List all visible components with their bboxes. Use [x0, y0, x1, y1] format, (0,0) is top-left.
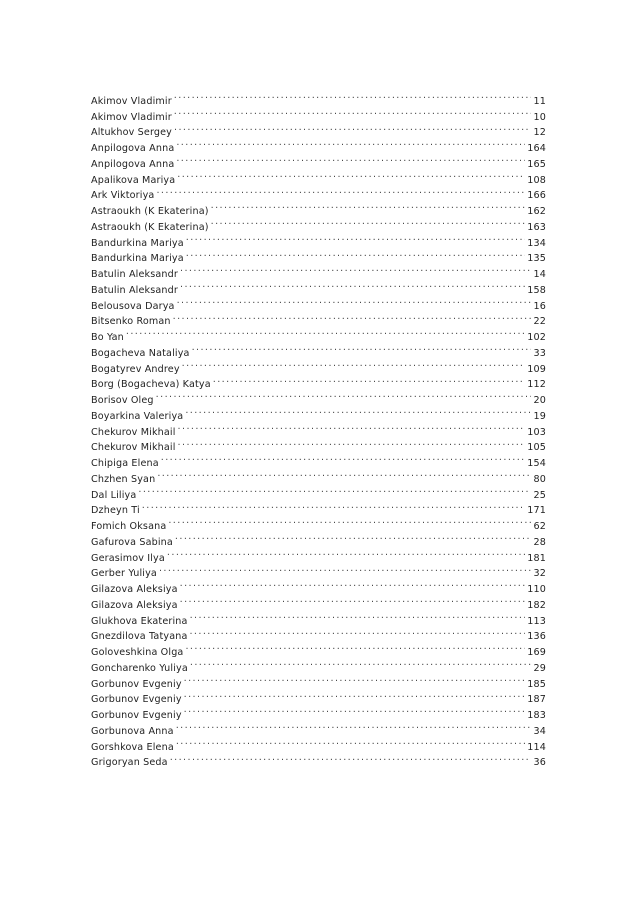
- index-entry: [91, 403, 546, 422]
- index-entry: [91, 513, 546, 532]
- dot-leader: [211, 214, 526, 230]
- entry-page-number: 185: [527, 678, 546, 690]
- entry-page-number: 113: [527, 615, 546, 627]
- entry-page-number: 103: [527, 426, 546, 438]
- entry-name: Altukhov Sergey: [91, 127, 172, 139]
- entry-page-number: 134: [527, 237, 546, 249]
- entry-page-number: 187: [527, 694, 546, 706]
- entry-page-number: 163: [527, 221, 546, 233]
- entry-page-number: 102: [527, 332, 546, 343]
- entry-name: Gerasimov Ilya: [91, 552, 165, 564]
- entry-name: Goloveshkina Olga: [91, 647, 184, 658]
- index-entry: [91, 498, 546, 517]
- dot-leader: [180, 277, 525, 293]
- dot-leader: [157, 466, 531, 482]
- index-entry: [91, 576, 546, 595]
- dot-leader: [177, 167, 525, 183]
- entry-page-number: 14: [533, 269, 546, 280]
- dot-leader: [211, 198, 526, 214]
- index-entry: [91, 387, 546, 406]
- entry-name: Gerber Yuliya: [91, 568, 157, 580]
- entry-name: Bogatyrev Andrey: [91, 363, 180, 375]
- entry-page-number: 19: [533, 410, 546, 422]
- entry-page-number: 62: [533, 521, 546, 532]
- entry-page-number: 169: [527, 647, 546, 658]
- entry-name: Chekurov Mikhail: [91, 426, 176, 438]
- entry-name: Dzheyn Ti: [91, 505, 140, 517]
- dot-leader: [176, 734, 525, 750]
- entry-name: Gorbunov Evgeniy: [91, 694, 182, 706]
- entry-name: Boyarkina Valeriya: [91, 410, 184, 422]
- entry-page-number: 80: [533, 473, 546, 485]
- entry-page-number: 33: [533, 347, 546, 359]
- dot-leader: [177, 293, 532, 309]
- entry-name: Gorbunov Evgeniy: [91, 710, 182, 721]
- entry-name: Batulin Aleksandr: [91, 269, 178, 280]
- entry-name: Glukhova Ekaterina: [91, 615, 188, 627]
- entry-page-number: 36: [533, 757, 546, 769]
- entry-page-number: 22: [533, 316, 546, 328]
- dot-leader: [170, 750, 532, 766]
- dot-leader: [178, 419, 526, 435]
- dot-leader: [184, 687, 526, 703]
- dot-leader: [189, 624, 525, 640]
- index-entry: [91, 198, 546, 217]
- entry-page-number: 25: [533, 489, 546, 501]
- entry-name: Bandurkina Mariya: [91, 253, 184, 265]
- dot-leader: [185, 639, 525, 655]
- entry-name: Bitsenko Roman: [91, 316, 171, 328]
- entry-page-number: 32: [533, 568, 546, 580]
- entry-name: Bo Yan: [91, 332, 124, 343]
- entry-name: Chzhen Syan: [91, 473, 156, 485]
- entry-page-number: 109: [527, 363, 546, 375]
- dot-leader: [156, 387, 532, 403]
- dot-leader: [186, 230, 525, 246]
- dot-leader: [176, 151, 525, 167]
- dot-leader: [176, 718, 532, 734]
- entry-page-number: 16: [533, 300, 546, 312]
- entry-name: Borisov Oleg: [91, 395, 154, 406]
- entry-page-number: 108: [527, 174, 546, 186]
- dot-leader: [168, 513, 531, 529]
- entry-page-number: 114: [527, 741, 546, 753]
- index-entry: [91, 466, 546, 485]
- entry-name: Ark Viktoriya: [91, 190, 155, 202]
- entry-page-number: 158: [527, 284, 546, 296]
- dot-leader: [180, 576, 526, 592]
- dot-leader: [190, 608, 526, 624]
- entry-name: Chipiga Elena: [91, 458, 159, 469]
- entry-name: Bogacheva Nataliya: [91, 347, 190, 359]
- entry-name: Akimov Vladimir: [91, 95, 172, 107]
- entry-name: Fomich Oksana: [91, 521, 167, 532]
- entry-name: Borg (Bogacheva) Katya: [91, 379, 211, 391]
- index-entry: [91, 482, 546, 501]
- entry-page-number: 10: [533, 111, 546, 123]
- dot-leader: [178, 435, 526, 451]
- dot-leader: [167, 545, 525, 561]
- dot-leader: [184, 671, 526, 687]
- dot-leader: [173, 309, 532, 325]
- entry-page-number: 11: [533, 95, 546, 107]
- entry-name: Akimov Vladimir: [91, 111, 172, 123]
- dot-leader: [186, 246, 525, 262]
- entry-name: Gafurova Sabina: [91, 536, 173, 548]
- entry-name: Gilazova Aleksiya: [91, 599, 178, 611]
- dot-leader: [175, 529, 532, 545]
- entry-name: Gnezdilova Tatyana: [91, 631, 188, 643]
- entry-name: Gorbunova Anna: [91, 725, 174, 737]
- entry-page-number: 183: [527, 710, 546, 721]
- dot-leader: [192, 340, 532, 356]
- entry-page-number: 164: [527, 143, 546, 154]
- entry-page-number: 112: [527, 379, 546, 391]
- entry-page-number: 166: [527, 190, 546, 202]
- dot-leader: [190, 655, 532, 671]
- dot-leader: [176, 135, 525, 151]
- dot-leader: [142, 498, 525, 514]
- entry-page-number: 154: [527, 458, 546, 469]
- entry-page-number: 181: [527, 552, 546, 564]
- dot-leader: [185, 403, 531, 419]
- entry-page-number: 182: [527, 599, 546, 611]
- entry-name: Astraoukh (K Ekaterina): [91, 221, 209, 233]
- dot-leader: [159, 561, 532, 577]
- dot-leader: [126, 324, 525, 340]
- dot-leader: [138, 482, 531, 498]
- entry-name: Batulin Aleksandr: [91, 284, 178, 296]
- entry-page-number: 136: [527, 631, 546, 643]
- entry-page-number: 28: [533, 536, 546, 548]
- entry-page-number: 20: [533, 395, 546, 406]
- entry-name: Chekurov Mikhail: [91, 442, 176, 454]
- dot-leader: [213, 372, 525, 388]
- entry-name: Belousova Darya: [91, 300, 175, 312]
- entry-name: Dal Liliya: [91, 489, 137, 501]
- dot-leader: [184, 702, 526, 718]
- entry-page-number: 12: [533, 127, 546, 139]
- entry-page-number: 135: [527, 253, 546, 265]
- name-index-list: [91, 88, 546, 769]
- entry-name: Bandurkina Mariya: [91, 237, 184, 249]
- dot-leader: [156, 183, 525, 199]
- entry-name: Grigoryan Seda: [91, 757, 168, 769]
- entry-page-number: 110: [527, 584, 546, 595]
- entry-page-number: 29: [533, 662, 546, 674]
- index-entry: [91, 340, 546, 359]
- dot-leader: [182, 356, 526, 372]
- entry-page-number: 105: [527, 442, 546, 454]
- dot-leader: [174, 120, 531, 136]
- entry-name: Anpilogova Anna: [91, 158, 175, 170]
- dot-leader: [180, 592, 526, 608]
- entry-name: Gorbunov Evgeniy: [91, 678, 182, 690]
- index-entry: [91, 183, 546, 202]
- entry-page-number: 165: [527, 158, 546, 170]
- entry-name: Gorshkova Elena: [91, 741, 174, 753]
- entry-name: Anpilogova Anna: [91, 143, 175, 154]
- entry-page-number: 34: [533, 725, 546, 737]
- entry-name: Goncharenko Yuliya: [91, 662, 188, 674]
- entry-name: Astraoukh (K Ekaterina): [91, 206, 209, 217]
- entry-page-number: 162: [527, 206, 546, 217]
- index-entry: [91, 561, 546, 580]
- dot-leader: [161, 450, 525, 466]
- dot-leader: [174, 88, 532, 104]
- dot-leader: [174, 104, 532, 120]
- entry-name: Gilazova Aleksiya: [91, 584, 178, 595]
- entry-name: Apalikova Mariya: [91, 174, 176, 186]
- index-entry: [91, 324, 546, 343]
- entry-page-number: 171: [527, 505, 546, 517]
- index-entry: [91, 88, 546, 107]
- dot-leader: [180, 261, 531, 277]
